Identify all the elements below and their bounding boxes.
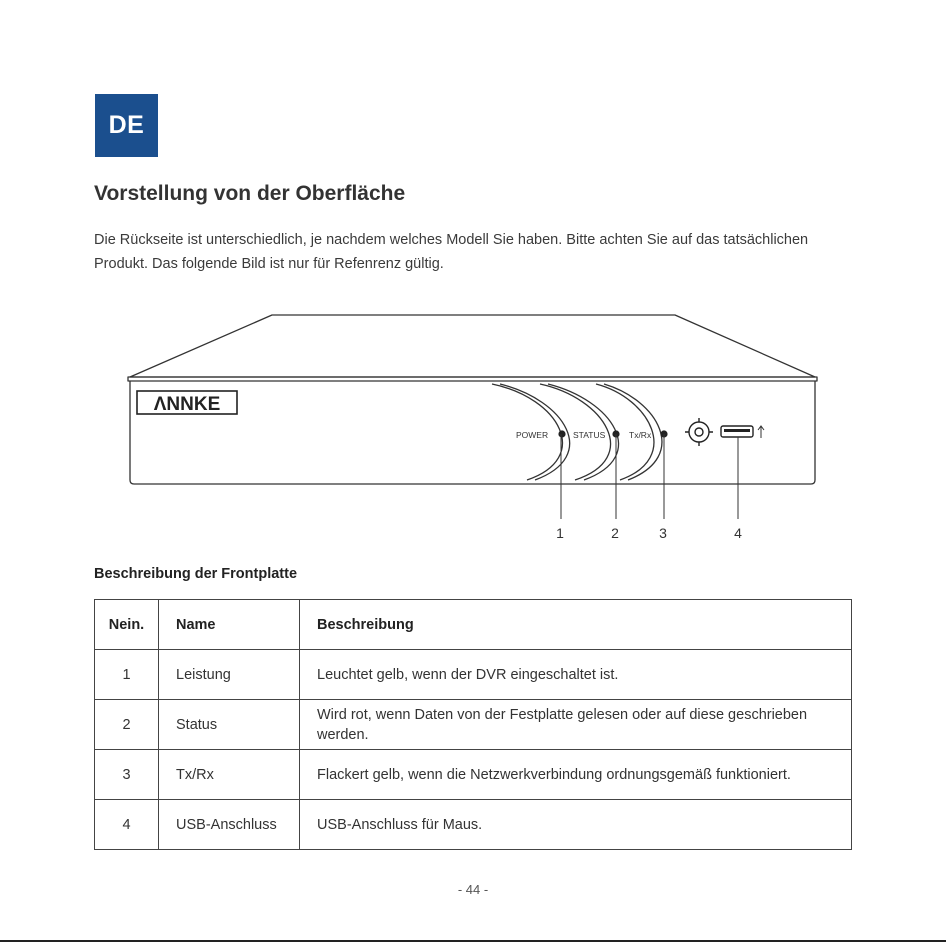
callout-number-3: 3 (659, 525, 667, 541)
navigation-knob-icon (685, 418, 713, 446)
row-number: 1 (95, 650, 159, 700)
header-name: Name (159, 600, 300, 650)
usb-symbol-icon (758, 426, 764, 438)
table-row (95, 700, 852, 750)
callout-number-2: 2 (611, 525, 619, 541)
row-description: Wird rot, wenn Daten von der Festplatte gelesen oder auf diese geschrieben werden. (300, 700, 852, 750)
row-name: USB-Anschluss (159, 800, 300, 850)
page-title: Vorstellung von der Oberfläche (94, 182, 406, 205)
row-description: USB-Anschluss für Maus. (300, 800, 852, 850)
callout-number-4: 4 (734, 525, 742, 541)
device-front-band (128, 377, 817, 381)
header-description: Beschreibung (300, 600, 852, 650)
row-name: Leistung (159, 650, 300, 700)
section-title: Beschreibung der Frontplatte (94, 566, 298, 582)
row-description: Leuchtet gelb, wenn der DVR eingeschaltet ist. (300, 650, 852, 700)
table-header-row (95, 600, 852, 650)
row-number: 3 (95, 750, 159, 800)
bottom-rule (0, 940, 946, 942)
language-badge: DE (95, 94, 158, 157)
intro-paragraph: Die Rückseite ist unterschiedlich, je nachdem welches Modell Sie haben. Bitte achten Sie auf das tatsächlichen Produkt. Das folgende Bild ist nur für Refenrenz gültig. (94, 232, 809, 272)
status-led-label: STATUS (573, 430, 606, 440)
brand-logo: ΛNNKE (153, 394, 221, 415)
page-number: - 44 - (457, 882, 489, 897)
row-number: 4 (95, 800, 159, 850)
callout-number-1: 1 (556, 525, 564, 541)
header-number: Nein. (95, 600, 159, 650)
front-panel-table (94, 599, 852, 850)
table-row (95, 750, 852, 800)
row-name: Status (159, 700, 300, 750)
power-led-label: POWER (516, 430, 549, 440)
device-top-lid (130, 315, 815, 377)
txrx-led-label: Tx/Rx (629, 430, 652, 440)
usb-port-inner (724, 429, 750, 432)
table-row (95, 650, 852, 700)
power-led (558, 430, 565, 437)
table-row (95, 800, 852, 850)
row-description: Flackert gelb, wenn die Netzwerkverbindung ordnungsgemäß funktioniert. (300, 750, 852, 800)
row-name: Tx/Rx (159, 750, 300, 800)
row-number: 2 (95, 700, 159, 750)
